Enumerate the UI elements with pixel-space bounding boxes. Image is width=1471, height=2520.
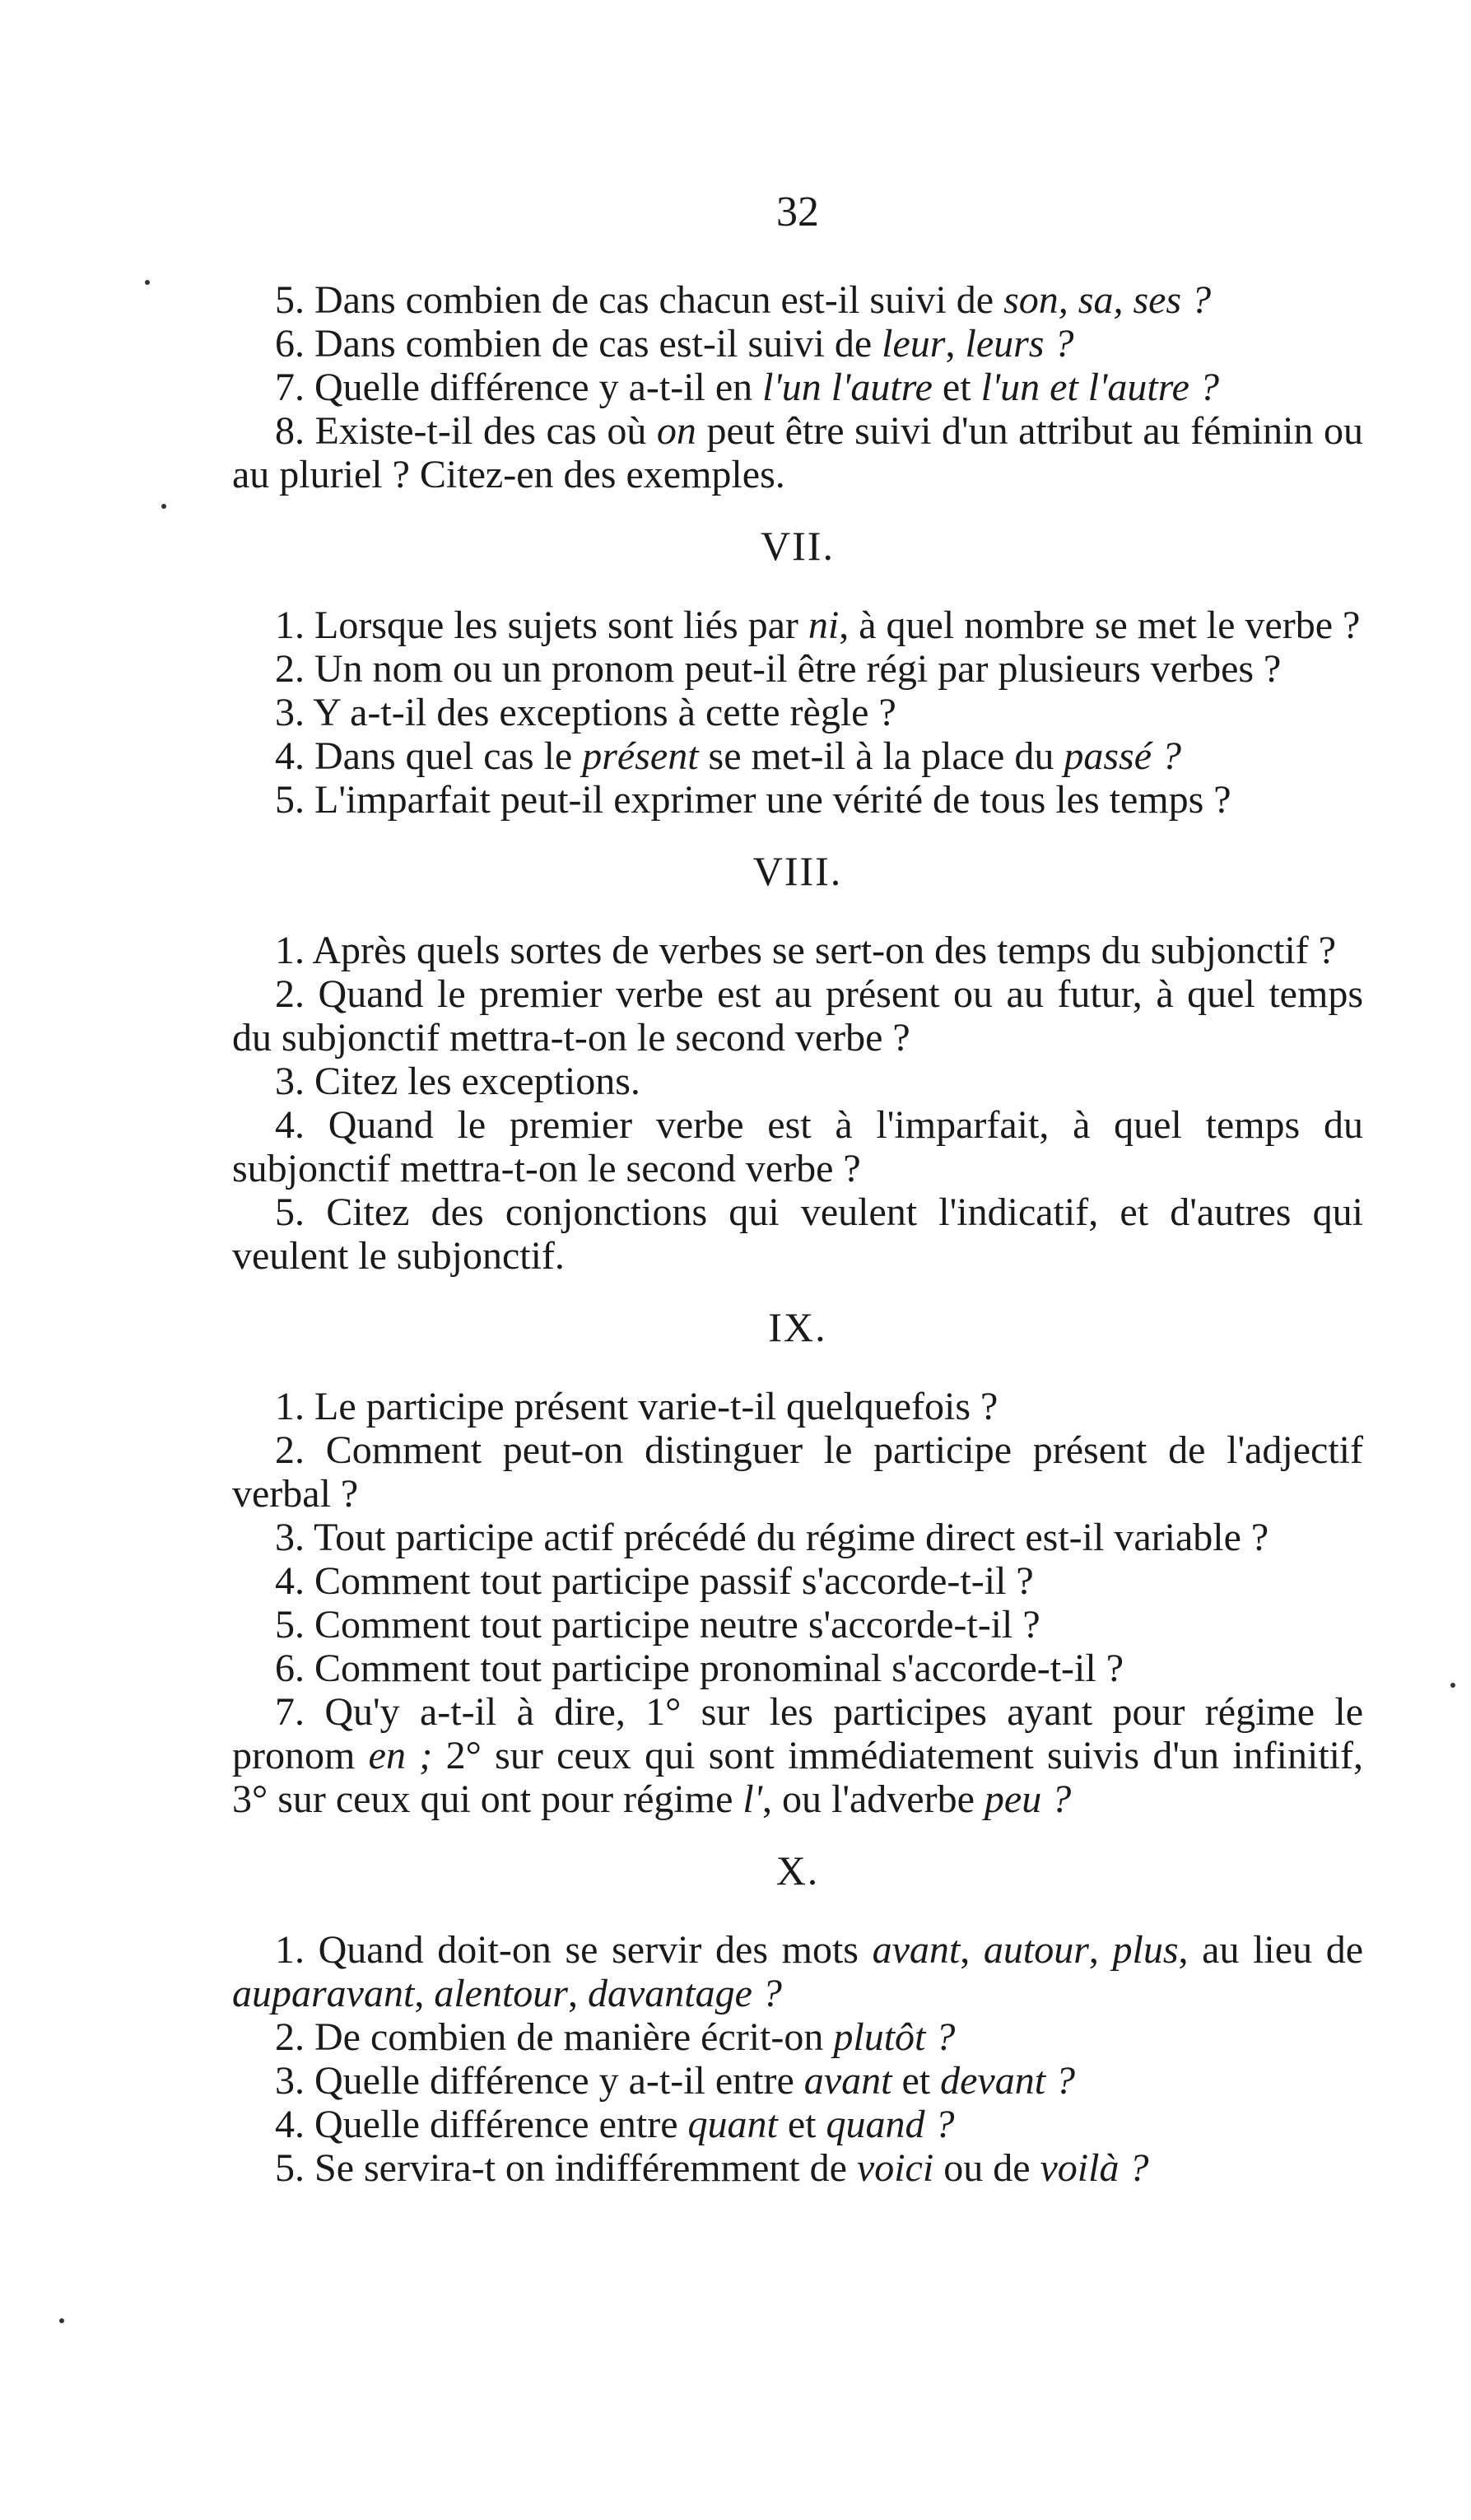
text-run: et (932, 366, 981, 409)
question-text (232, 1428, 1363, 1516)
text-run: Après quels sortes de verbes se sert-on des temps du subjonctif ? (312, 929, 1337, 972)
italic-term: quant (687, 2103, 778, 2146)
question-item (232, 778, 1363, 822)
question-number: 4. (275, 2103, 305, 2146)
question-number: 6. (275, 1647, 305, 1690)
text-run: Citez des conjonctions qui veulent l'indicatif, et d'autres qui veulent le subjonctif. (232, 1190, 1363, 1278)
question-number: 2. (275, 2015, 305, 2059)
question-text (313, 691, 896, 734)
italic-term: davantage ? (587, 1972, 782, 2015)
text-run: Se servira-t on indifféremment de (314, 2146, 857, 2190)
question-text (312, 929, 1336, 972)
italic-term: on (656, 409, 696, 453)
italic-term: autour (983, 1928, 1089, 1972)
text-run: Y a-t-il des exceptions à cette règle ? (313, 691, 896, 734)
question-item (232, 1385, 1363, 1428)
question-section (232, 846, 1363, 1278)
question-sections (232, 278, 1363, 2190)
question-item (232, 1060, 1363, 1103)
question-number: 3. (275, 691, 305, 734)
question-text (232, 1190, 1363, 1278)
question-item (232, 409, 1363, 496)
question-text (232, 972, 1363, 1060)
question-text (314, 603, 1360, 647)
question-text (314, 1559, 1034, 1603)
text-run: , ou l'adverbe (762, 1777, 985, 1821)
text-run: Dans quel cas le (314, 734, 583, 778)
text-run: se met-il à la place du (698, 734, 1064, 778)
italic-term: plus (1112, 1928, 1179, 1972)
question-item (232, 929, 1363, 972)
question-item (232, 1103, 1363, 1190)
question-text (232, 1690, 1363, 1821)
question-number: 1. (275, 1928, 305, 1972)
question-text (314, 322, 1073, 366)
question-number: 3. (275, 1516, 305, 1559)
text-run: Existe-t-il des cas où (314, 409, 657, 453)
question-section (232, 1302, 1363, 1821)
question-text (314, 2015, 955, 2059)
question-item (232, 647, 1363, 691)
text-run: Comment tout participe pronominal s'accorde-t-il ? (314, 1647, 1124, 1690)
text-run: Comment peut-on distinguer le participe présent de l'adjectif verbal ? (232, 1428, 1364, 1516)
question-text (314, 1603, 1040, 1647)
text-run: et (777, 2103, 826, 2146)
question-number: 6. (275, 322, 305, 366)
question-text (314, 1647, 1124, 1690)
question-text (314, 278, 1211, 322)
text-run: Lorsque les sujets sont liés par (314, 603, 808, 647)
question-item (232, 691, 1363, 734)
section-heading: VII. (761, 523, 835, 569)
question-item (232, 972, 1363, 1060)
text-run: L'imparfait peut-il exprimer une vérité de tous les temps ? (314, 778, 1231, 822)
question-item (232, 2059, 1363, 2103)
text-run: Le participe présent varie-t-il quelquefois ? (314, 1385, 999, 1428)
text-run: , à quel nombre se met le verbe ? (839, 603, 1361, 647)
question-item (232, 1559, 1363, 1603)
question-number: 2. (275, 1428, 305, 1472)
section-heading: X. (775, 1847, 820, 1893)
question-number: 4. (275, 1103, 305, 1147)
section-heading: IX. (768, 1304, 827, 1350)
text-run: Citez les exceptions. (314, 1060, 640, 1103)
question-number: 7. (275, 1690, 305, 1734)
text-run: Quelle différence entre (314, 2103, 688, 2146)
text-run: Dans combien de cas chacun est-il suivi de (314, 278, 1004, 322)
question-number: 3. (275, 1060, 305, 1103)
question-item (232, 1690, 1363, 1821)
question-item (232, 1647, 1363, 1690)
text-run: Qu'y a-t-il à dire, 1° sur les participes ayant pour régime le pronom (232, 1690, 1364, 1777)
section-heading: VIII. (752, 848, 843, 894)
question-number: 1. (275, 929, 305, 972)
question-item (232, 366, 1363, 409)
question-number: 4. (275, 1559, 305, 1603)
question-text (314, 2059, 1075, 2103)
question-number: 2. (275, 647, 305, 691)
text-run: De combien de manière écrit-on (314, 2015, 834, 2059)
text-run: peut être suivi d'un attribut au féminin ou au pluriel ? Citez-en des exemples. (232, 409, 1364, 496)
question-number: 4. (275, 734, 305, 778)
question-text (314, 1516, 1269, 1559)
italic-term: plutôt ? (833, 2015, 956, 2059)
question-item (232, 2146, 1363, 2190)
question-number: 8. (275, 409, 305, 453)
scan-speck (161, 504, 166, 509)
scan-speck (1450, 1683, 1455, 1688)
question-number: 7. (275, 366, 305, 409)
text-run: Comment tout participe neutre s'accorde-t-il ? (314, 1603, 1040, 1647)
question-number: 1. (275, 1385, 305, 1428)
text-run: Quelle différence y a-t-il en (314, 366, 763, 409)
italic-term: quand ? (826, 2103, 955, 2146)
italic-term: avant (872, 1928, 961, 1972)
question-number: 5. (275, 1603, 305, 1647)
question-number: 5. (275, 278, 305, 322)
text-run: Comment tout participe passif s'accorde-t-il ? (314, 1559, 1034, 1603)
text-run: , (1088, 1928, 1113, 1972)
text-run: 2° sur ceux qui sont immédiatement suivis d'un infinitif, 3° sur ceux qui ont pour régime (232, 1734, 1363, 1821)
question-number: 1. (275, 603, 305, 647)
italic-term: leurs ? (965, 322, 1074, 366)
text-run: Un nom ou un pronom peut-il être régi par plusieurs verbes ? (314, 647, 1282, 691)
text-run: Tout participe actif précédé du régime direct est-il variable ? (314, 1516, 1269, 1559)
text-run: Quand le premier verbe est à l'imparfait, à quel temps du subjonctif mettra-t-on le second verbe ? (232, 1103, 1363, 1190)
book-page (232, 188, 1363, 2190)
italic-term: leur (882, 322, 946, 366)
question-number: 2. (275, 972, 305, 1016)
question-text (314, 1385, 998, 1428)
question-text (314, 647, 1281, 691)
question-text (314, 778, 1231, 822)
question-number: 5. (275, 2146, 305, 2190)
italic-term: voici (856, 2146, 934, 2190)
text-run: ou de (933, 2146, 1040, 2190)
question-text (314, 1060, 640, 1103)
italic-term: avant (803, 2059, 892, 2103)
question-item (232, 1190, 1363, 1278)
question-item (232, 1928, 1363, 2015)
italic-term: son, sa, ses ? (1003, 278, 1212, 322)
text-run: et (891, 2059, 941, 2103)
question-text (232, 1928, 1363, 2015)
italic-term: alentour (434, 1972, 568, 2015)
question-text (314, 2103, 955, 2146)
question-text (314, 366, 1219, 409)
text-run: , (945, 322, 966, 366)
text-run: Dans combien de cas est-il suivi de (314, 322, 882, 366)
text-run: Quand le premier verbe est au présent ou au futur, à quel temps du subjonctif mettra-t-on le second verbe ? (232, 972, 1363, 1060)
italic-term: en ; (368, 1734, 433, 1777)
italic-term: voilà ? (1040, 2146, 1149, 2190)
question-item (232, 322, 1363, 366)
question-section (232, 278, 1363, 496)
question-item (232, 734, 1363, 778)
scan-speck (59, 2318, 64, 2323)
question-item (232, 1516, 1363, 1559)
text-run: , (567, 1972, 588, 2015)
italic-term: présent (582, 734, 699, 778)
question-item (232, 1428, 1363, 1516)
question-number: 5. (275, 1190, 305, 1234)
page-number: 32 (776, 189, 819, 235)
text-run: , au lieu de (1178, 1928, 1363, 1972)
question-section (232, 521, 1363, 822)
italic-term: l'un et l'autre ? (980, 366, 1219, 409)
italic-term: l' (742, 1777, 762, 1821)
italic-term: l'un l'autre (762, 366, 933, 409)
question-text (314, 2146, 1148, 2190)
question-section (232, 1846, 1363, 2190)
italic-term: peu ? (984, 1777, 1072, 1821)
question-item (232, 2015, 1363, 2059)
question-item (232, 603, 1363, 647)
italic-term: devant ? (940, 2059, 1076, 2103)
question-item (232, 2103, 1363, 2146)
italic-term: passé ? (1064, 734, 1182, 778)
text-run: Quelle différence y a-t-il entre (314, 2059, 804, 2103)
question-item (232, 1603, 1363, 1647)
italic-term: ni (808, 603, 840, 647)
italic-term: auparavant (232, 1972, 415, 2015)
text-run: Quand doit-on se servir des mots (318, 1928, 873, 1972)
text-run: , (414, 1972, 435, 2015)
question-number: 5. (275, 778, 305, 822)
text-run: , (960, 1928, 984, 1972)
question-item (232, 278, 1363, 322)
question-text (232, 1103, 1363, 1190)
question-number: 3. (275, 2059, 305, 2103)
question-text (232, 409, 1363, 496)
scan-speck (145, 280, 150, 285)
question-text (314, 734, 1181, 778)
